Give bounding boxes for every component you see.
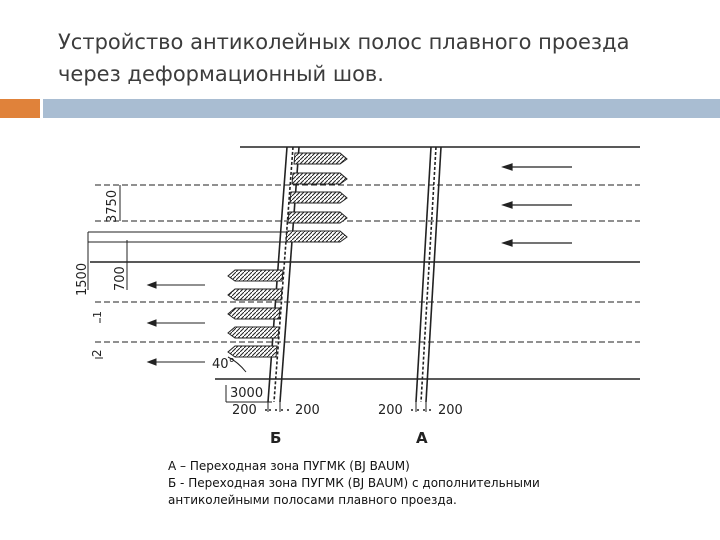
dim-b-200-right: 200: [295, 403, 320, 418]
transition-strip: [286, 231, 347, 242]
dim-angle: 40°: [212, 357, 236, 372]
slide-title: [58, 26, 698, 90]
lane-lines: [90, 147, 640, 379]
transition-strip: [228, 270, 283, 281]
dim-2: 2: [90, 349, 104, 357]
dim-a-200-left: 200: [378, 403, 403, 418]
caption-line-1: А – Переходная зона ПУГМК (BJ BAUM): [168, 459, 410, 473]
dim-b-200-left: 200: [232, 403, 257, 418]
transition-strip: [288, 212, 347, 223]
transition-strip: [228, 308, 280, 319]
slide-title-line-2: через деформационный шов.: [58, 62, 384, 86]
dim-700: 700: [113, 266, 128, 291]
dim-1500: 1500: [75, 262, 90, 296]
transition-strip: [228, 289, 282, 300]
divider-bar: [43, 99, 720, 118]
traffic-arrow-icon: [148, 320, 205, 326]
caption-line-3: антиколейными полосами плавного проезда.: [168, 493, 457, 507]
traffic-arrows: [503, 164, 572, 246]
figure-caption: [168, 458, 648, 509]
transition-strips-upper: [286, 153, 347, 242]
transition-strip: [292, 173, 347, 184]
dim-3000: 3000: [230, 386, 264, 401]
traffic-arrow-icon: [148, 359, 205, 365]
expansion-joint-diagram: [60, 130, 660, 460]
traffic-arrow-icon: [503, 240, 572, 246]
traffic-arrows-left: [148, 282, 205, 365]
transition-strips-lower: [228, 270, 283, 357]
accent-bar: [0, 99, 40, 118]
label-b: Б: [270, 429, 282, 447]
caption-line-2: Б - Переходная зона ПУГМК (BJ BAUM) с дополнительными: [168, 476, 540, 490]
transition-strip: [228, 327, 279, 338]
dim-dots: [265, 409, 431, 411]
transition-strip: [228, 346, 277, 357]
dim-1: 1: [91, 311, 104, 318]
joint-a: [416, 147, 441, 412]
traffic-arrow-icon: [148, 282, 205, 288]
dim-3750: 3750: [105, 189, 120, 223]
slide-title-line-1: Устройство антиколейных полос плавного проезда: [58, 30, 630, 54]
traffic-arrow-icon: [503, 164, 572, 170]
traffic-arrow-icon: [503, 202, 572, 208]
transition-strip: [290, 192, 347, 203]
dim-a-200-right: 200: [438, 403, 463, 418]
label-a: А: [416, 429, 428, 447]
transition-strip: [294, 153, 347, 164]
